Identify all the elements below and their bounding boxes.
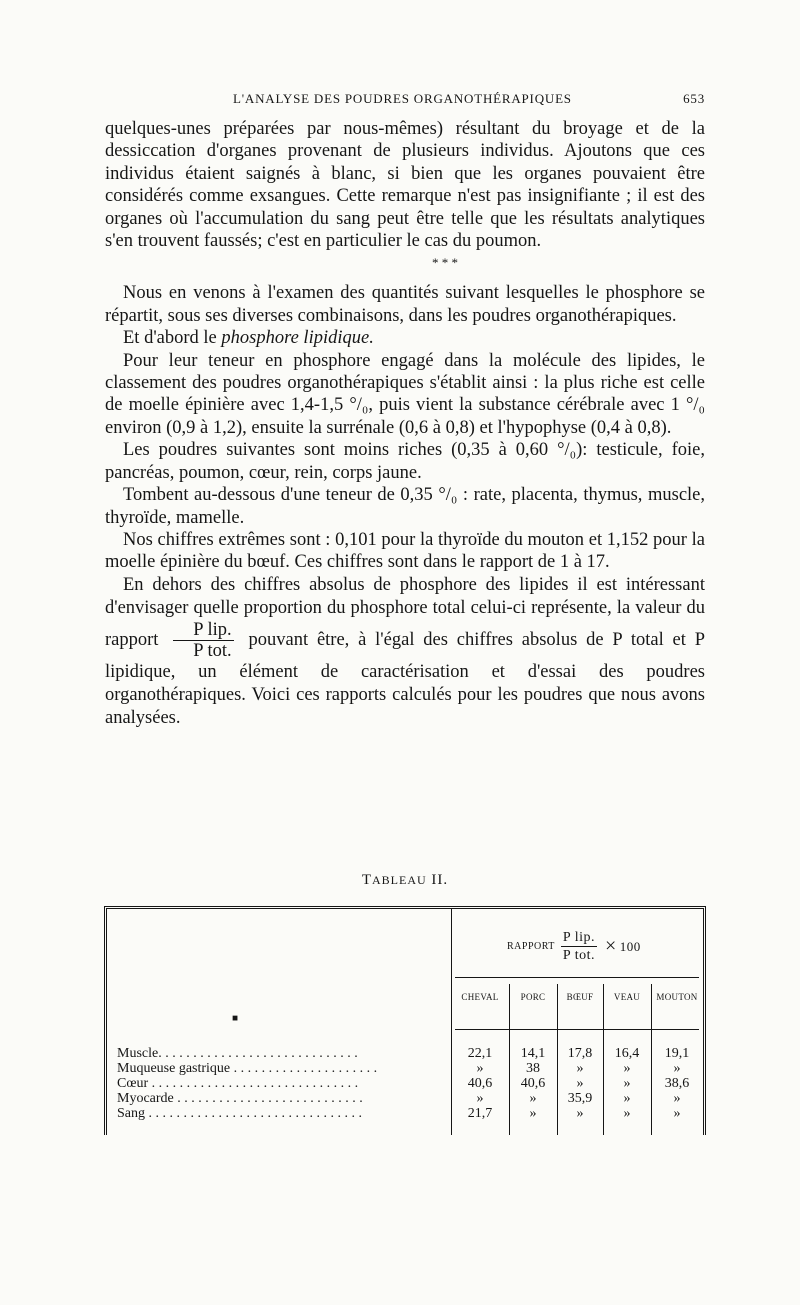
ratio-numerator: P lip. bbox=[173, 620, 233, 641]
ratio-fraction bbox=[173, 620, 233, 661]
ratio-denominator: P tot. bbox=[193, 640, 232, 661]
column-header-veau: VEAU bbox=[613, 992, 641, 1002]
table-cell: 22,1 bbox=[467, 1046, 493, 1061]
paragraph-8-before: En dehors des chiffres absolus de phosphore des lipides il est intéressant d'envisager quelle proportion du phosphore total celui-ci représente, la valeur du rapport bbox=[105, 574, 705, 650]
paragraph-8-after: pouvant être, à l'égal des chiffres absolus de P total et P lipidique, un élément de caractérisation et d'essai des poudres organothérapiques. Voici ces rapports calculés pour les poudres que nous avons analysées. bbox=[105, 629, 706, 728]
table-title-number: II. bbox=[431, 872, 449, 888]
times-sign: × bbox=[604, 935, 617, 957]
table-title bbox=[105, 872, 705, 889]
paragraph-3-text: Et d'abord le bbox=[123, 328, 222, 349]
section-separator-stars: * * * bbox=[432, 255, 458, 271]
group-header-rule bbox=[455, 977, 699, 978]
running-header bbox=[105, 88, 705, 112]
body-text bbox=[105, 118, 705, 730]
paragraph-6: Tombent au-dessous d'une teneur de 0,35 °/₀ : rate, placenta, thymus, muscle, thyroïde, mamelle. bbox=[105, 485, 705, 528]
paragraph-2: Nous en venons à l'examen des quantités suivant lesquelles le phosphore se répartit, sous ses diverses combinaisons, dans les poudres organothérapiques. bbox=[105, 283, 705, 326]
header-title: L'ANALYSE DES POUDRES ORGANOTHÉRAPIQUES bbox=[233, 91, 572, 106]
table-cell: 38 bbox=[526, 1061, 540, 1076]
column-header-rule bbox=[455, 1029, 699, 1030]
row-label: Muscle. . . . . . . . . . . . . . . . . . . . . . . . . . . . . bbox=[117, 1046, 358, 1061]
paragraph-4: Pour leur teneur en phosphore engagé dans la molécule des lipides, le classement des poudres organothérapiques s'établit ainsi : la plus riche est celle de moelle épinière avec 1,4-1,5 °/₀, puis vient la substance cérébrale avec 1 °/₀ environ (0,9 à 1,2), ensuite la surrénale (0,6 à 0,8) et l'hypophyse (0,4 à 0,8). bbox=[105, 350, 705, 438]
data-table bbox=[104, 906, 706, 1135]
table-cell: » bbox=[476, 1091, 484, 1106]
table-cell: 38,6 bbox=[664, 1076, 690, 1091]
column-header-cheval: CHEVAL bbox=[461, 992, 499, 1002]
table-cell: » bbox=[623, 1091, 631, 1106]
paragraph-3-italic: phosphore lipidique. bbox=[221, 328, 374, 349]
table-cell: 40,6 bbox=[467, 1076, 493, 1091]
table-cell: 40,6 bbox=[520, 1076, 546, 1091]
table-cell: 14,1 bbox=[520, 1046, 546, 1061]
table-cell: » bbox=[673, 1106, 681, 1121]
table-title-rest: ABLEAU bbox=[372, 873, 427, 887]
rapport-numerator: P lip. bbox=[562, 930, 595, 945]
rapport-multiplier: 100 bbox=[619, 938, 641, 954]
table-cell: » bbox=[576, 1061, 584, 1076]
rapport-fraction bbox=[561, 929, 597, 964]
row-label: Myocarde . . . . . . . . . . . . . . . . . . . . . . . . . . . bbox=[117, 1091, 363, 1106]
column-header-boeuf: BŒUF bbox=[566, 992, 594, 1002]
paragraph-8 bbox=[105, 574, 705, 730]
table-cell: » bbox=[623, 1061, 631, 1076]
table-cell: 19,1 bbox=[664, 1046, 690, 1061]
table-cell: » bbox=[623, 1076, 631, 1091]
paragraph-3 bbox=[105, 327, 705, 349]
column-header-porc: PORC bbox=[520, 992, 546, 1002]
table-cell: » bbox=[673, 1091, 681, 1106]
table-cell: » bbox=[476, 1061, 484, 1076]
rapport-header bbox=[507, 929, 641, 964]
bullet-mark: ■ bbox=[232, 1013, 239, 1024]
rapport-denominator: P tot. bbox=[562, 948, 595, 963]
rapport-label: RAPPORT bbox=[507, 941, 555, 952]
row-label: Sang . . . . . . . . . . . . . . . . . . . . . . . . . . . . . . . bbox=[117, 1106, 362, 1121]
table-cell: » bbox=[529, 1091, 537, 1106]
paragraph-7: Nos chiffres extrêmes sont : 0,101 pour la thyroïde du mouton et 1,152 pour la moelle épinière du bœuf. Ces chiffres sont dans le rapport de 1 à 17. bbox=[105, 529, 705, 573]
table-cell: 16,4 bbox=[614, 1046, 640, 1061]
table-cell: » bbox=[529, 1106, 537, 1121]
page-number: 653 bbox=[683, 91, 705, 106]
row-label: Muqueuse gastrique . . . . . . . . . . . . . . . . . . . . . bbox=[117, 1061, 378, 1076]
table-cell: 21,7 bbox=[467, 1106, 493, 1121]
table-cell: » bbox=[673, 1061, 681, 1076]
table-cell: 35,9 bbox=[567, 1091, 593, 1106]
table-cell: 17,8 bbox=[567, 1046, 593, 1061]
table-cell: » bbox=[576, 1106, 584, 1121]
table-cell: » bbox=[623, 1106, 631, 1121]
row-label: Cœur . . . . . . . . . . . . . . . . . . . . . . . . . . . . . . bbox=[117, 1076, 359, 1091]
paragraph-1: quelques-unes préparées par nous-mêmes) résultant du broyage et de la dessiccation d'organes provenant de plusieurs individus. Ajoutons que ces individus étaient saignés à blanc, si bien que les organes pouvaient être considérés comme exsangues. Cette remarque n'est pas insignifiante ; il est des organes où l'accumulation du sang peut être telle que les résultats analytiques s'en trouvent faussés; c'est en particulier le cas du poumon. bbox=[105, 119, 705, 252]
table-title-initial: T bbox=[361, 872, 372, 888]
paragraph-5: Les poudres suivantes sont moins riches (0,35 à 0,60 °/₀): testicule, foie, pancréas, poumon, cœur, rein, corps jaune. bbox=[105, 440, 705, 483]
table-cell: » bbox=[576, 1076, 584, 1091]
column-header-mouton: MOUTON bbox=[656, 992, 698, 1002]
